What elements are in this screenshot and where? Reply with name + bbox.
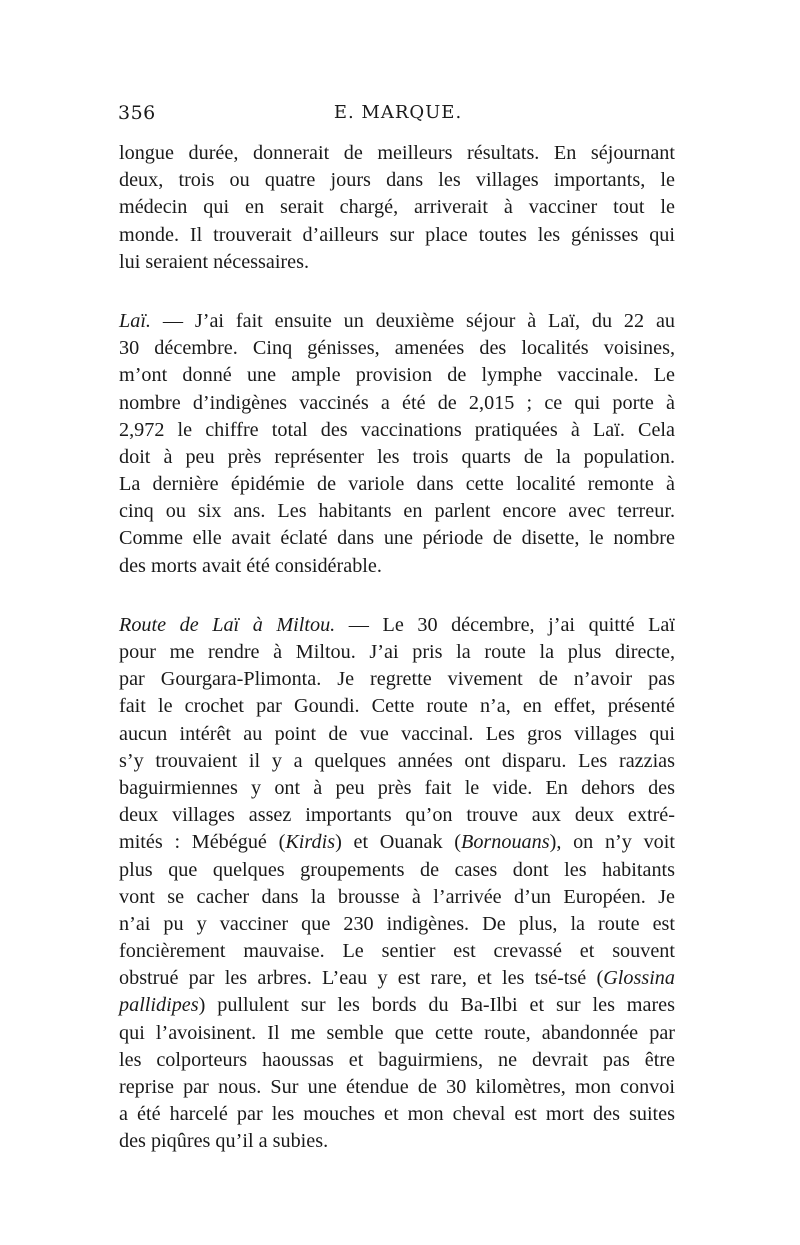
paragraph [119, 612, 675, 1156]
text-line [119, 1020, 675, 1047]
text-run: des piqûres qu’il a subies. [119, 1130, 329, 1153]
text-line [119, 444, 675, 471]
paragraph [119, 140, 675, 276]
text-run: cinq ou six ans. Les habitants en parlent encore avec terreur. [119, 500, 675, 523]
text-run: plus que quelques groupements de cases dont les habitants [119, 858, 675, 881]
text-run: Comme elle avait éclaté dans une période de disette, le nombre [119, 527, 675, 550]
text-run: lui seraient nécessaires. [119, 250, 310, 273]
text-line [119, 167, 675, 194]
text-run: aucun intérêt au point de vue vaccinal. Les gros villages qui [119, 722, 675, 745]
text-run: m’ont donné une ample provision de lymphe vaccinale. Le [119, 364, 675, 387]
text-line [119, 553, 675, 580]
page-number: 356 [118, 102, 156, 124]
text-run: médecin qui en serait chargé, arriverait à vacciner tout le [119, 196, 675, 219]
text-run: doit à peu près représenter les trois quarts de la population. [119, 445, 675, 468]
running-head: E. MARQUE. [333, 102, 463, 123]
text-line [119, 992, 675, 1019]
text-line [119, 965, 675, 992]
text-run: monde. Il trouverait d’ailleurs sur place toutes les génisses qui [119, 223, 675, 246]
text-run: longue durée, donnerait de meilleurs résultats. En séjournant [119, 142, 675, 164]
text-line [119, 308, 675, 335]
text-run: nombre d’indigènes vaccinés a été de 2,015 ; ce qui porte à [119, 391, 675, 414]
text-line [119, 471, 675, 498]
text-line [119, 362, 675, 389]
text-line [119, 612, 675, 639]
text-line [119, 829, 675, 856]
text-line [119, 249, 675, 276]
text-line [119, 140, 675, 167]
text-line [119, 390, 675, 417]
text-run: deux villages assez importants qu’on trouve aux deux extré- [119, 804, 675, 827]
text-run: s’y trouvaient il y a quelques années ont disparu. Les razzias [119, 749, 675, 772]
text-line [119, 666, 675, 693]
text-run: les colporteurs haoussas et baguirmiens, ne devrait pas être [119, 1048, 675, 1071]
text-line [119, 1101, 675, 1128]
paragraph-gap [119, 276, 675, 308]
text-line [119, 802, 675, 829]
italic-run: Kirdis [285, 831, 336, 854]
text-run: vont se cacher dans la brousse à l’arrivée d’un Européen. Je [119, 885, 675, 908]
text-line [119, 222, 675, 249]
text-line [119, 498, 675, 525]
text-run: deux, trois ou quatre jours dans les villages importants, le [119, 169, 675, 192]
text-line [119, 721, 675, 748]
text-line [119, 884, 675, 911]
text-run: a été harcelé par les mouches et mon cheval est mort des suites [119, 1103, 675, 1126]
text-run: 2,972 le chiffre total des vaccinations pratiquées à Laï. Cela [119, 418, 675, 441]
text-run: La dernière épidémie de variole dans cette localité remonte à [119, 473, 675, 496]
italic-run: Glossina [603, 967, 675, 990]
text-run: par Gourgara-Plimonta. Je regrette vivement de n’avoir pas [119, 668, 675, 691]
italic-run: pallidipes [119, 994, 199, 1017]
text-line [119, 525, 675, 552]
text-line [119, 1074, 675, 1101]
text-run: fait le crochet par Goundi. Cette route n’a, en effet, présenté [119, 695, 675, 718]
paragraph-gap [119, 580, 675, 612]
text-run: des morts avait été considérable. [119, 554, 382, 577]
text-run: foncièrement mauvaise. Le sentier est crevassé et souvent [119, 940, 675, 963]
text-run: qui l’avoisinent. Il me semble que cette route, abandonnée par [119, 1021, 675, 1044]
text-line [119, 335, 675, 362]
text-run: mités : Mébégué ( [119, 831, 286, 854]
text-line [119, 693, 675, 720]
text-line [119, 775, 675, 802]
page-header [118, 102, 678, 126]
text-line [119, 639, 675, 666]
text-run: obstrué par les arbres. L’eau y est rare, et les tsé-tsé ( [119, 967, 604, 990]
text-run: n’ai pu y vacciner que 230 indigènes. De plus, la route est [119, 912, 675, 935]
text-line [119, 1128, 675, 1155]
text-line [119, 1047, 675, 1074]
text-run: reprise par nous. Sur une étendue de 30 kilomètres, mon convoi [119, 1076, 675, 1098]
text-line [119, 938, 675, 965]
italic-run: Bornouans [460, 831, 550, 854]
text-line [119, 194, 675, 221]
text-line [119, 857, 675, 884]
text-line [119, 911, 675, 938]
text-run: — Le 30 décembre, j’ai quitté Laï [335, 613, 675, 636]
paragraph [119, 308, 675, 580]
text-line [119, 748, 675, 775]
text-run: ) et Ouanak ( [335, 831, 461, 854]
text-run: 30 décembre. Cinq génisses, amenées des localités voisines, [119, 337, 675, 360]
text-run: ), on n’y voit [549, 831, 675, 854]
text-run: baguirmiennes y ont à peu près fait le vide. En dehors des [119, 776, 675, 799]
text-run: — J’ai fait ensuite un deuxième séjour à Laï, du 22 au [150, 309, 675, 332]
text-run: ) pullulent sur les bords du Ba-Ilbi et sur les mares [198, 994, 675, 1017]
text-line [119, 417, 675, 444]
body-text [119, 140, 675, 1156]
italic-run: Laï. [119, 309, 151, 332]
italic-run: Route de Laï à Miltou. [119, 613, 336, 636]
text-run: pour me rendre à Miltou. J’ai pris la route la plus directe, [119, 641, 675, 663]
